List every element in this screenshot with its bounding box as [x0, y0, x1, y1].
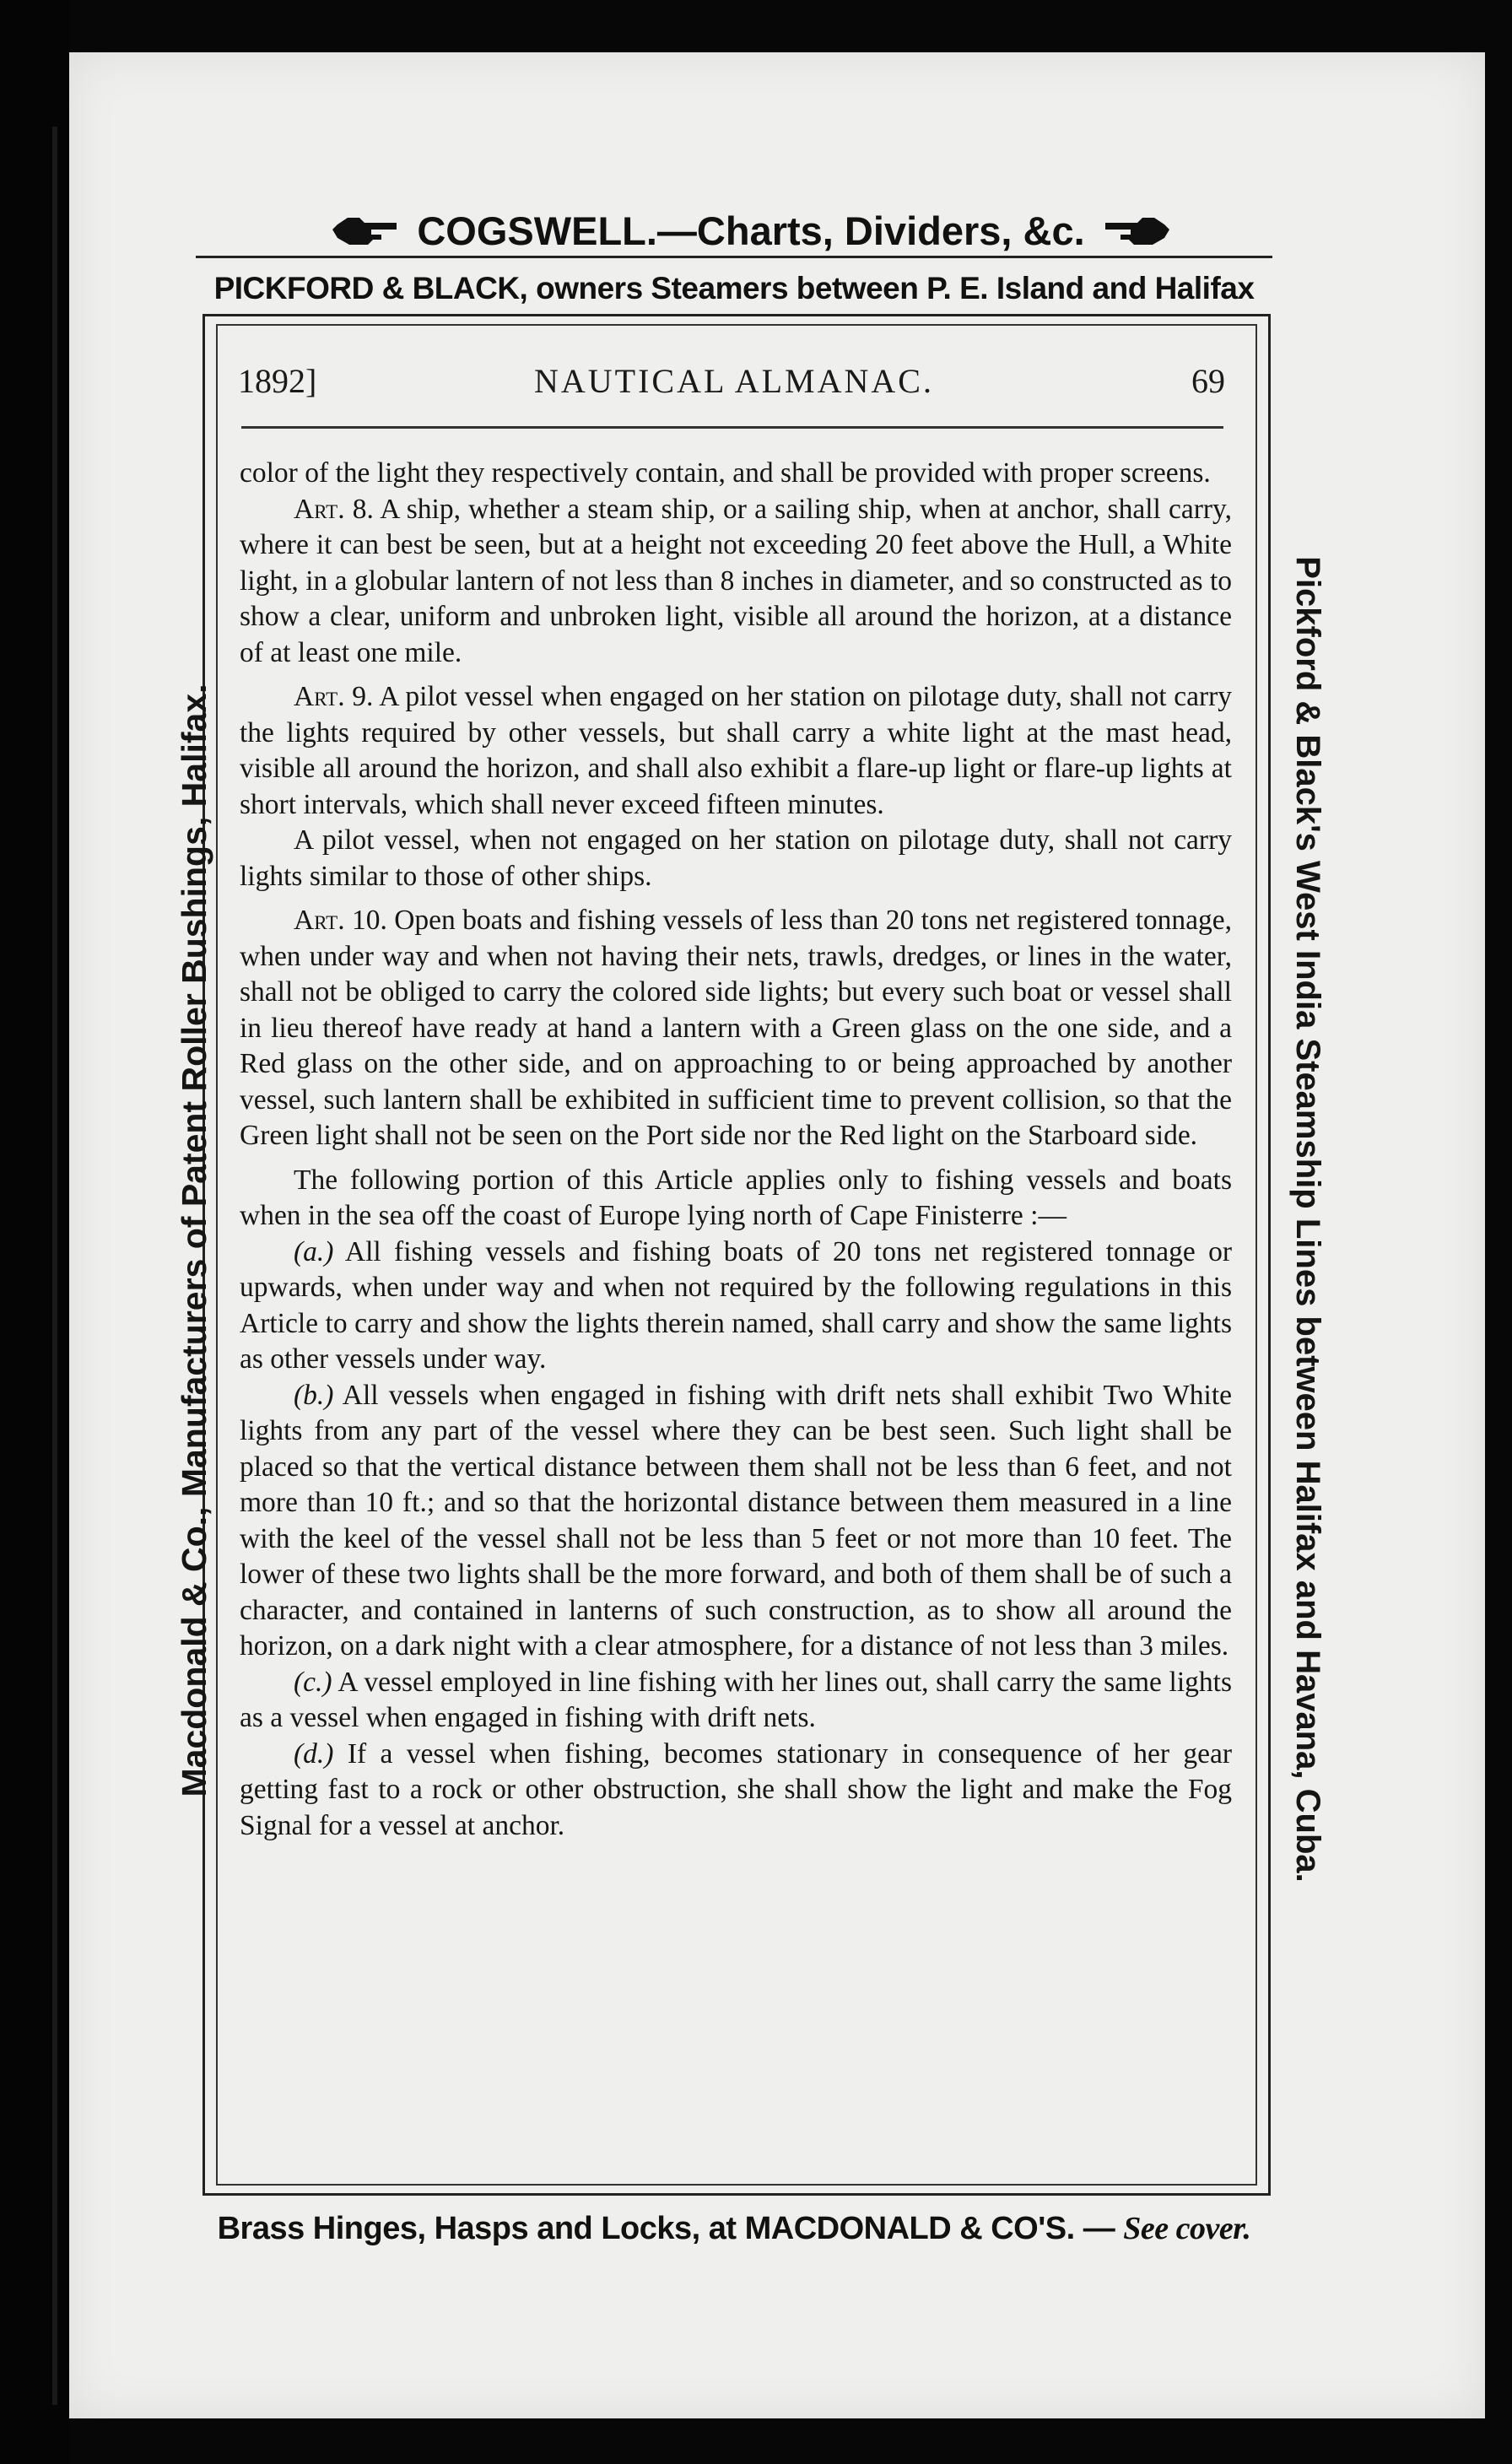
running-head-rule — [241, 426, 1223, 429]
clause-a-text: All fishing vessels and fishing boats of 20 tons net registered tonnage or upwards, when under way and when not required by the following regulations in this Article to carry and show the lights therein named, shall carry and show the same lights as other vessels under way. — [240, 1235, 1232, 1375]
article-9-text: A pilot vessel when engaged on her station on pilotage duty, shall not carry the lights required by other vessels, but shall carry a white light at the mast head, visible all around the horizon, and shall also exhibit a flare-up light or flare-up lights at short intervals, which shall never exceed fifteen minutes. — [240, 681, 1233, 820]
article-10 — [240, 903, 1232, 1154]
pilot-vessel-paragraph: A pilot vessel, when not engaged on her station on pilotage duty, shall not carry lights similar to those of other ships. — [240, 824, 1232, 892]
paragraph-continued: color of the light they respectively contain, and shall be provided with proper screens. — [240, 457, 1211, 489]
article-10-label: Art. 10. — [294, 905, 387, 936]
side-advertisement-left: Macdonald & Co., Manufacturers of Patent Roller Bushings, Halifax. — [174, 684, 213, 1797]
running-head-title: NAUTICAL ALMANAC. — [534, 362, 934, 400]
header-rule — [196, 256, 1272, 258]
footer-text: Brass Hinges, Hasps and Locks, at MACDONALD & CO'S. — — [217, 2210, 1115, 2246]
article-9 — [240, 679, 1232, 823]
clause-c — [240, 1665, 1232, 1737]
footer-see-cover: See cover. — [1123, 2211, 1251, 2246]
article-8 — [240, 492, 1232, 672]
advertisement-header-cogswell — [304, 201, 1198, 260]
running-head-year: 1892] — [238, 362, 317, 400]
clause-d-label: (d.) — [294, 1737, 334, 1770]
pointing-hand-right-icon — [1104, 211, 1171, 250]
page-edge — [52, 127, 57, 2405]
clause-a-label: (a.) — [294, 1235, 334, 1267]
clause-c-text: A vessel employed in line fishing with her lines out, shall carry the same lights as a vessel when engaged in fishing with drift nets. — [240, 1666, 1232, 1733]
pointing-hand-left-icon — [331, 211, 398, 250]
clause-c-label: (c.) — [294, 1666, 332, 1698]
cogswell-header-text: COGSWELL.—Charts, Dividers, &c. — [417, 208, 1085, 253]
article-8-label: Art. 8. — [294, 493, 374, 525]
advertisement-header-pickford: PICKFORD & BLACK, owners Steamers between P. E. Island and Halifax — [213, 271, 1255, 305]
scan-background — [0, 0, 69, 2464]
clause-b-text: All vessels when engaged in fishing with drift nets shall exhibit Two White lights from any part of the vessel where they can be best seen. Such light shall be placed so that the vertical distance between them shall not be less than 6 feet, and not more than 10 ft.; and so that the horizontal distance between them measured in a line with the keel of the vessel shall not be less than 5 feet or not more than 10 feet. The lower of these two lights shall be the more forward, and both of them shall be of such a character, and contained in lanterns of such construction, as to show all around the horizon, on a dark night with a clear atmosphere, for a distance of not less than 3 miles. — [240, 1379, 1232, 1662]
following-portion-paragraph: The following portion of this Article applies only to fishing vessels and boats when in the sea off the coast of Europe lying north of Cape Finisterre :— — [240, 1164, 1232, 1231]
page-number: 69 — [1191, 362, 1225, 400]
article-10-text: Open boats and fishing vessels of less than 20 tons net registered tonnage, when under way and when not having their nets, trawls, dredges, or lines in the water, shall not be obliged to carry the colored side lights; but every such boat or vessel shall in lieu thereof have ready at hand a lantern with a Green glass on the one side, and a Red glass on the other side, and on approaching to or being approached by another vessel, such lantern shall be exhibited in sufficient time to prevent collision, so that the Green light shall not be seen on the Port side nor the Red light on the Starboard side. — [240, 905, 1233, 1151]
running-head — [236, 361, 1232, 408]
article-8-text: A ship, whether a steam ship, or a sailing ship, when at anchor, shall carry, where it can best be seen, but at a height not exceeding 20 feet above the Hull, a White light, in a globular lantern of not less than 8 inches in diameter, and so constructed as to show a clear, uniform and unbroken light, visible all around the horizon, at a distance of at least one mile. — [240, 493, 1232, 668]
advertisement-footer — [196, 2202, 1272, 2255]
article-9-label: Art. 9. — [294, 681, 374, 712]
clause-d-text: If a vessel when fishing, becomes stationary in consequence of her gear getting fast to a rock or other obstruction, she shall show the light and make the Fog Signal for a vessel at anchor. — [240, 1737, 1233, 1841]
clause-b-label: (b.) — [294, 1379, 334, 1411]
clause-b — [240, 1378, 1232, 1665]
side-advertisement-right: Pickford & Black's West India Steamship Lines between Halifax and Havana, Cuba. — [1289, 556, 1327, 1883]
article-body — [240, 456, 1232, 1844]
clause-a — [240, 1235, 1232, 1378]
clause-d — [240, 1737, 1232, 1845]
